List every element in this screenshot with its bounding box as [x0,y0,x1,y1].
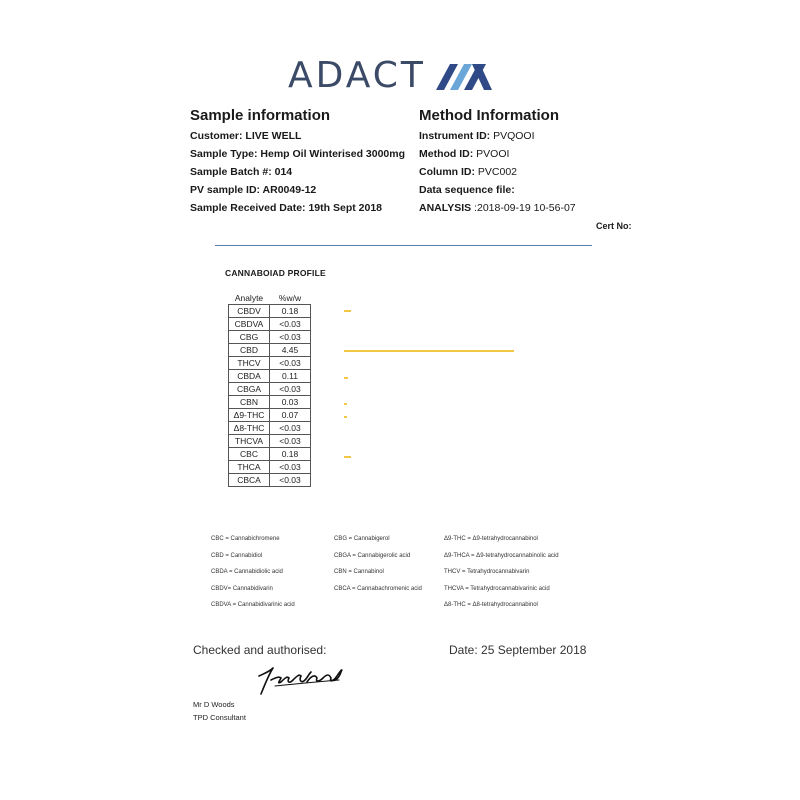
analyte-cell: CBDVA [229,318,270,331]
analyte-cell: CBC [229,448,270,461]
profile-bar [344,416,347,418]
value-cell: 0.18 [270,448,311,461]
report-date: Date: 25 September 2018 [449,643,587,657]
profile-row [229,474,311,487]
header-divider [215,245,592,246]
customer-field: Customer: LIVE WELL [190,130,302,142]
checked-authorised-label: Checked and authorised: [193,643,327,657]
value-cell: <0.03 [270,474,311,487]
col-analyte-header: Analyte [234,292,264,303]
value-cell: <0.03 [270,422,311,435]
sample-type-field: Sample Type: Hemp Oil Winterised 3000mg [190,148,406,160]
value-cell: <0.03 [270,383,311,396]
column-label: Column ID: [419,166,475,178]
analyte-cell: THCA [229,461,270,474]
profile-row [229,435,311,448]
profile-row [229,344,311,357]
profile-bar [344,403,347,405]
analyte-cell: Δ8-THC [229,422,270,435]
analyte-cell: Δ9-THC [229,409,270,422]
legend-item: CBGA = Cannabigerolic acid [334,552,411,559]
profile-bar [344,377,348,379]
profile-table [228,291,311,487]
value-cell: <0.03 [270,357,311,370]
value-cell: <0.03 [270,331,311,344]
received-date-field: Sample Received Date: 19th Sept 2018 [190,202,383,214]
legend-item: Δ9-THCA = Δ9-tetrahydrocannabinolic acid [444,552,559,559]
method-label: Method ID: [419,148,474,160]
analyte-cell: CBD [229,344,270,357]
pv-sample-id-field: PV sample ID: AR0049-12 [190,184,317,196]
legend-item: THCV = Tetrahydrocannabivarin [444,569,530,575]
legend-item: CBDVA = Cannabidivarinic acid [211,602,295,608]
analysis-value: :2018-09-19 10-56-07 [471,202,576,214]
profile-row [229,396,311,409]
sample-information [190,106,405,217]
legend-item: CBN = Cannabinol [334,569,384,575]
legend-item: CBD = Cannabidiol [211,552,263,559]
value-cell: 0.18 [270,305,311,318]
legend-item: CBDV= Cannabidivarin [211,585,273,592]
profile-row [229,305,311,318]
value-cell: <0.03 [270,318,311,331]
analyte-cell: CBG [229,331,270,344]
legend-item: CBCA = Cannabachromenic acid [334,585,422,592]
value-cell: <0.03 [270,461,311,474]
profile-table-body [229,305,311,487]
method-information [419,106,576,217]
legend-item: CBDA = Cannabidiolic acid [211,569,283,575]
legend-item: CBG = Cannabigerol [334,536,390,542]
profile-row [229,448,311,461]
logo-text: ADACT [288,55,426,96]
value-cell: <0.03 [270,435,311,448]
profile-row [229,318,311,331]
profile-title: CANNABOIAD PROFILE [225,268,326,278]
sample-heading: Sample information [190,107,331,124]
profile-bar [344,350,514,352]
cert-no-label: Cert No: [596,221,632,231]
instrument-row [419,127,576,145]
value-cell: 0.07 [270,409,311,422]
profile-row [229,370,311,383]
analyte-cell: THCV [229,357,270,370]
profile-row [229,383,311,396]
column-row [419,163,576,181]
signer-title: TPD Consultant [193,713,246,722]
analysis-label: ANALYSIS [419,202,472,214]
analyte-cell: CBN [229,396,270,409]
column-value: PVC002 [475,166,518,178]
method-heading: Method Information [419,107,559,124]
analyte-cell: THCVA [229,435,270,448]
profile-row [229,331,311,344]
col-unit-header: %w/w [278,292,302,303]
legend-item: CBC = Cannabichromene [211,536,280,542]
logo-mark-icon [436,60,492,92]
legend-item: Δ9-THC = Δ9-tetrahydrocannabinol [444,536,538,542]
value-cell: 4.45 [270,344,311,357]
legend-item: Δ8-THC = Δ8-tetrahydrocannabinol [444,602,538,608]
instrument-label: Instrument ID: [419,130,491,142]
profile-row [229,357,311,370]
profile-bar [344,310,351,312]
analyte-cell: CBGA [229,383,270,396]
data-sequence-label: Data sequence file: [419,184,515,196]
instrument-value: PVQOOI [490,130,535,142]
analysis-row [419,199,576,217]
method-value: PVOOI [473,148,510,160]
signer-name: Mr D Woods [193,700,235,709]
method-row [419,145,576,163]
sample-batch-field: Sample Batch #: 014 [190,166,293,178]
value-cell: 0.03 [270,396,311,409]
profile-bar [344,456,351,458]
analyte-cell: CBDV [229,305,270,318]
legend-item: THCVA = Tetrahydrocannabivarinic acid [444,585,550,592]
value-cell: 0.11 [270,370,311,383]
profile-row [229,409,311,422]
profile-row [229,461,311,474]
profile-row [229,422,311,435]
analyte-cell: CBDA [229,370,270,383]
analyte-cell: CBCA [229,474,270,487]
company-logo [288,56,492,96]
signature-image [255,664,350,696]
